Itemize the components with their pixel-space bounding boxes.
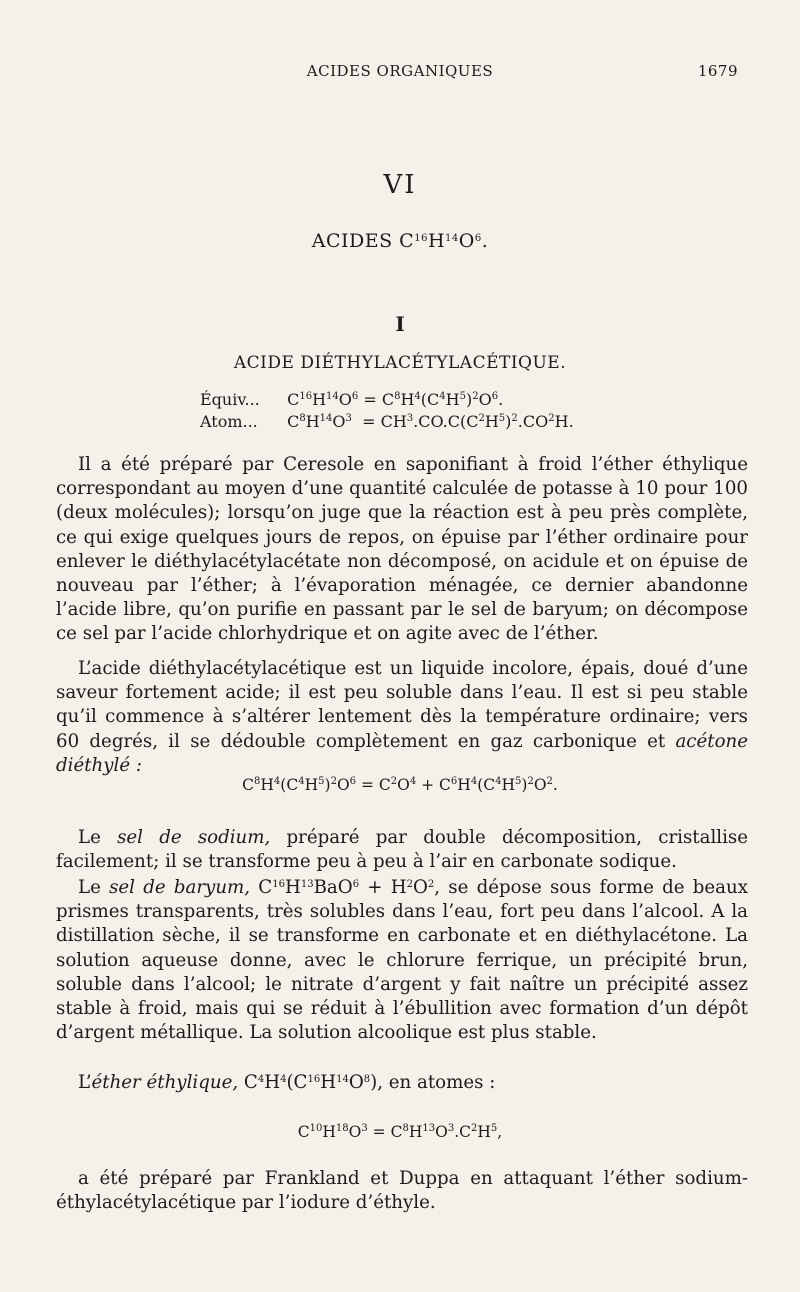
formula-row-atom bbox=[200, 412, 574, 434]
formula-table bbox=[200, 390, 574, 434]
chapter-number: VI bbox=[383, 170, 417, 200]
formula-value: $C^{16}H^{14}O^6 = C^8H^4(C^4H^5)^2O^6$. bbox=[287, 390, 504, 409]
formula-value: $C^8H^{14}O^3 = CH^3.CO.C(C^2H^5)^2.CO^2H$. bbox=[287, 412, 574, 431]
formula-label: Équiv... bbox=[200, 390, 260, 409]
running-title: ACIDES ORGANIQUES bbox=[306, 62, 494, 80]
section-number: I bbox=[395, 312, 405, 336]
paragraph-sodium-salt: Le sel de sodium, préparé par double décomposition, cristallise facilement; il se transforme peu à peu à l’air en carbonate sodique. bbox=[56, 827, 748, 873]
paragraph-preparation: Il a été préparé par Ceresole en saponifiant à froid l’éther éthylique correspondant au moyen d’une quantité calculée de potasse à 10 pour 100 (deux molécules); lorsqu’on juge que la réaction est à peu près complète, ce qui exige quelques jours de repos, on épuise par l’éther ordinaire pour enlever le diéthylacétylacétate non décomposé, on acidule et on épuise de nouveau par l’éther; à l’évaporation ménagée, ce dernier abandonne l’acide libre, qu’on purifie en passant par le sel de baryum; on décompose ce sel par l’acide chlorhydrique et on agite avec de l’éther. bbox=[56, 454, 748, 645]
formula-row-equiv bbox=[200, 390, 574, 412]
running-header bbox=[60, 62, 740, 82]
paragraph-properties: L’acide diéthylacétylacétique est un liquide incolore, épais, doué d’une saveur fortement acide; il est peu soluble dans l’eau. Il est si peu stable qu’il commence à s’altérer lentement dès la température ordinaire; vers 60 degrés, il se dédouble complètement en gaz carbonique et acétone diéthylé : bbox=[56, 658, 748, 776]
paragraph-frankland: a été préparé par Frankland et Duppa en attaquant l’éther sodium-éthylacétylacétique par l’iodure d’éthyle. bbox=[56, 1168, 748, 1214]
chapter-title: ACIDES $C^{16}H^{14}O^6$. bbox=[311, 230, 489, 252]
formula-label: Atom... bbox=[200, 412, 258, 431]
section-title: ACIDE DIÉTHYLACÉTYLACÉTIQUE. bbox=[233, 353, 567, 373]
equation-decomposition: $C^8H^4(C^4H^5)^2O^6 = C^2O^4 + C^6H^4(C^4H^5)^2O^2$. bbox=[242, 776, 558, 794]
paragraph-ethyl-ether: L’éther éthylique, $C^4H^4(C^{16}H^{14}O^8)$, en atomes : bbox=[78, 1072, 496, 1093]
equation-ethyl-ether: $C^{10}H^{18}O^3 = C^8H^{13}O^3.C^2H^5$, bbox=[297, 1123, 503, 1141]
page-number: 1679 bbox=[697, 62, 738, 80]
paragraph-barium-salt: Le sel de baryum, $C^{16}H^{13}BaO^6 + H^2O^2$, se dépose sous forme de beaux prismes transparents, très solubles dans l’eau, fort peu dans l’alcool. A la distillation sèche, il se transforme en carbonate et en diéthylacétone. La solution aqueuse donne, avec le chlorure ferrique, un précipité brun, soluble dans l’alcool; le nitrate d’argent y fait naître un précipité assez stable à froid, mais qui se réduit à l’ébullition avec formation d’un dépôt d’argent métallique. La solution alcoolique est plus stable. bbox=[56, 877, 748, 1044]
